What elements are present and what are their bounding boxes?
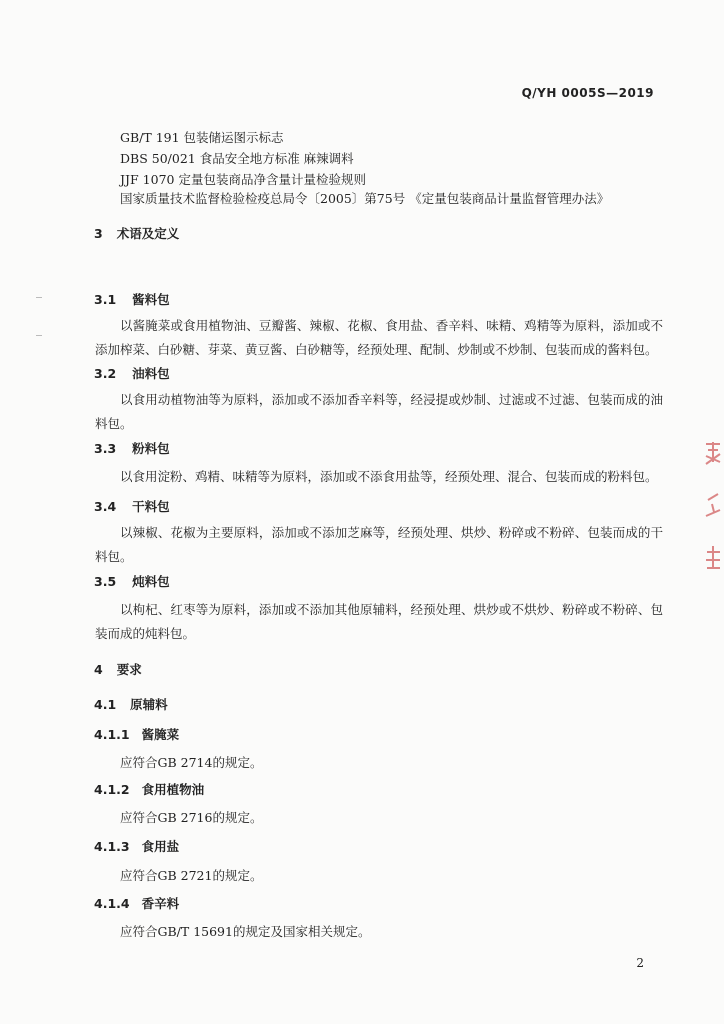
term-number: 3.3	[94, 441, 117, 456]
margin-mark	[36, 335, 42, 336]
term-3-4-heading	[94, 497, 170, 515]
reference-jjf-1070: JJF 1070 定量包装商品净含量计量检验规则	[120, 172, 366, 187]
section-number: 4	[94, 662, 103, 677]
reference-dbs-50-021: DBS 50/021 食品安全地方标准 麻辣调料	[120, 151, 354, 166]
term-number: 3.5	[94, 574, 117, 589]
clause-4-1-4-heading	[94, 894, 179, 912]
term-number: 3.2	[94, 366, 117, 381]
clause-4-1-3-heading	[94, 837, 179, 855]
clause-number: 4.1.2	[94, 782, 130, 797]
page-number: 2	[636, 956, 644, 970]
clause-4-1-2-heading	[94, 780, 204, 798]
clause-4-1-2-text: 应符合GB 2716的规定。	[120, 810, 263, 825]
term-3-5-definition: 以枸杞、红枣等为原料，添加或不添加其他原辅料，经预处理、烘炒或不烘炒、粉碎或不粉碎、包装而成的炖料包。	[95, 602, 663, 641]
term-3-5-heading	[94, 572, 170, 590]
section-title: 要求	[116, 662, 142, 677]
term-title: 油料包	[132, 366, 170, 381]
margin-mark	[36, 297, 42, 298]
clause-4-1-1-text: 应符合GB 2714的规定。	[120, 755, 263, 770]
clause-title: 食用植物油	[141, 782, 205, 797]
section-title: 术语及定义	[116, 226, 180, 241]
clause-title: 食用盐	[141, 839, 180, 854]
section-number: 3	[94, 226, 103, 241]
term-3-4-definition: 以辣椒、花椒为主要原料，添加或不添加芝麻等，经预处理、烘炒、粉碎或不粉碎、包装而成的干料包。	[95, 525, 663, 564]
section-3-heading	[94, 224, 179, 242]
reference-gb-t-191: GB/T 191 包装储运图示标志	[120, 130, 284, 145]
subsection-number: 4.1	[94, 697, 117, 712]
term-title: 干料包	[132, 499, 170, 514]
term-number: 3.1	[94, 292, 117, 307]
term-3-1-heading	[94, 290, 170, 308]
section-4-heading	[94, 660, 142, 678]
document-id: Q/YH 0005S—2019	[521, 86, 654, 100]
term-3-2-definition: 以食用动植物油等为原料，添加或不添加香辛料等，经浸提或炒制、过滤或不过滤、包装而成的油料包。	[95, 392, 663, 431]
term-number: 3.4	[94, 499, 117, 514]
clause-number: 4.1.1	[94, 727, 130, 742]
reference-decree-75: 国家质量技术监督检验检疫总局令〔2005〕第75号 《定量包装商品计量监督管理办法》	[120, 191, 610, 206]
seal-stamp-fragment	[702, 440, 724, 580]
clause-title: 酱腌菜	[141, 727, 180, 742]
term-3-2-heading	[94, 364, 170, 382]
subsection-4-1-heading	[94, 695, 168, 713]
clause-number: 4.1.3	[94, 839, 130, 854]
clause-number: 4.1.4	[94, 896, 130, 911]
clause-4-1-3-text: 应符合GB 2721的规定。	[120, 868, 263, 883]
term-title: 酱料包	[132, 292, 170, 307]
term-title: 炖料包	[132, 574, 170, 589]
term-3-1-definition: 以酱腌菜或食用植物油、豆瓣酱、辣椒、花椒、食用盐、香辛料、味精、鸡精等为原料，添加或不添加榨菜、白砂糖、芽菜、黄豆酱、白砂糖等，经预处理、配制、炒制或不炒制、包装而成的酱料包。	[95, 318, 663, 357]
term-3-3-definition: 以食用淀粉、鸡精、味精等为原料，添加或不添食用盐等，经预处理、混合、包装而成的粉料包。	[120, 469, 658, 484]
clause-4-1-1-heading	[94, 725, 179, 743]
term-3-3-heading	[94, 439, 170, 457]
clause-4-1-4-text: 应符合GB/T 15691的规定及国家相关规定。	[120, 924, 371, 939]
clause-title: 香辛料	[141, 896, 180, 911]
seal-stamp-graphic	[702, 440, 724, 580]
term-title: 粉料包	[132, 441, 170, 456]
subsection-title: 原辅料	[130, 697, 168, 712]
